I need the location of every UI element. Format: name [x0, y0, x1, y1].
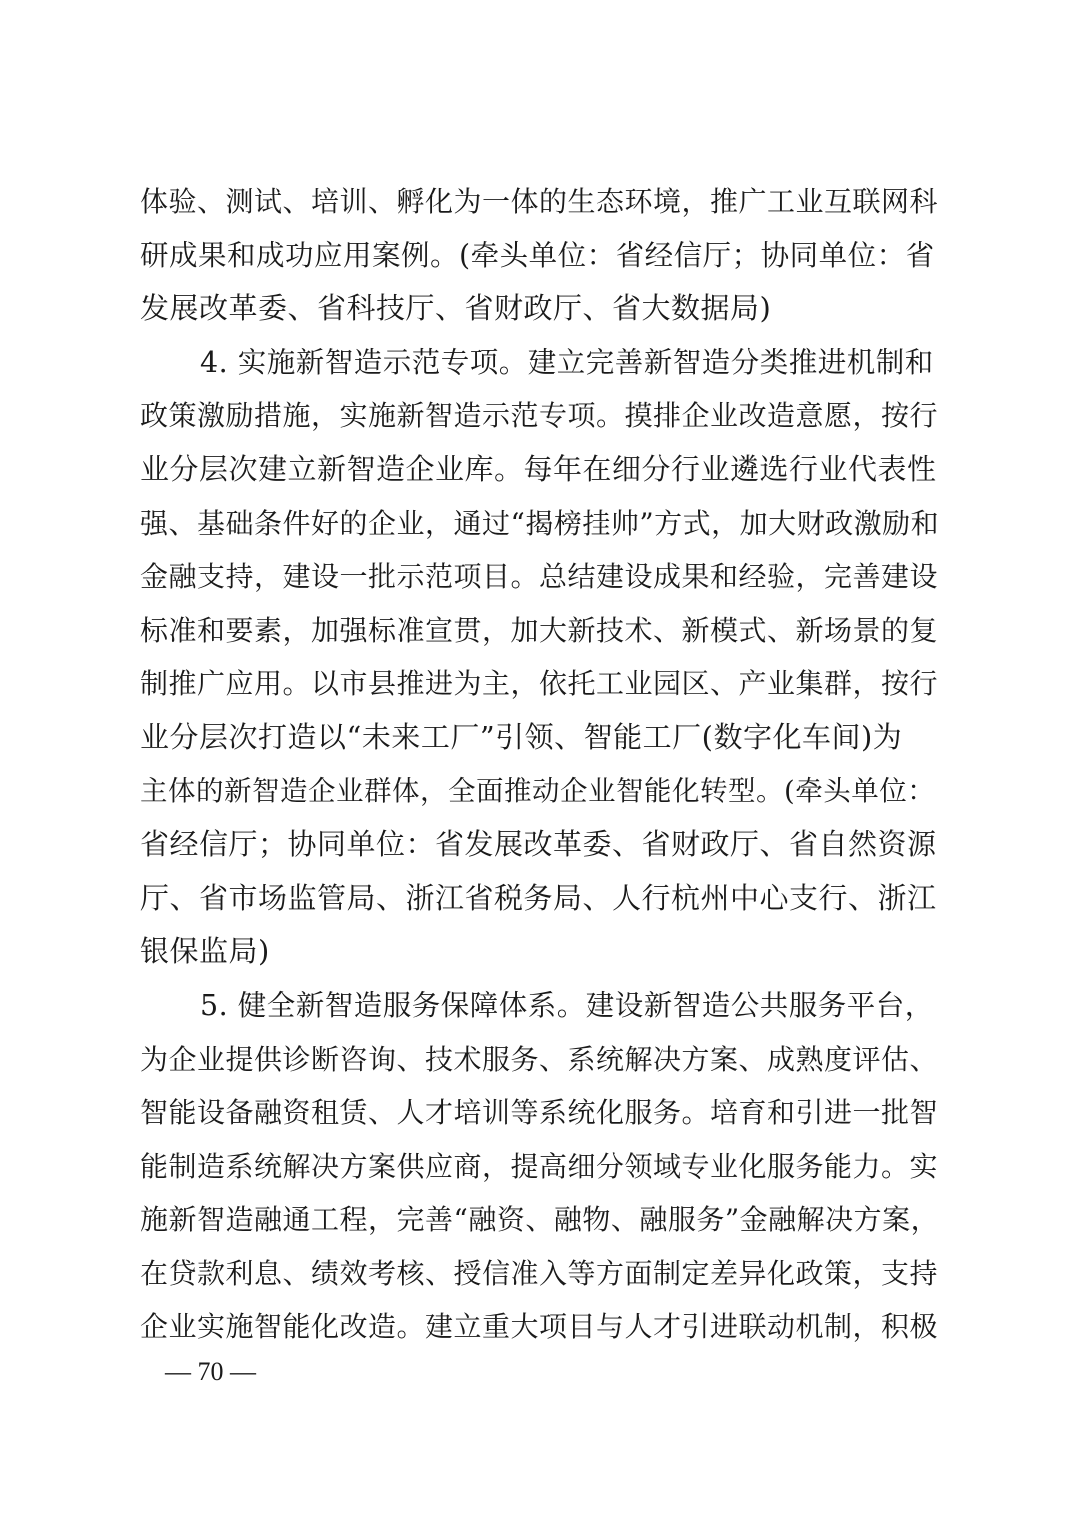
text-line: 能制造系统解决方案供应商，提高细分领域专业化服务能力。实 — [140, 1149, 939, 1183]
text-line: 业分层次建立新智造企业库。每年在细分行业遴选行业代表性 — [140, 451, 937, 486]
text-line: 施新智造融通工程，完善“融资、融物、融服务”金融解决方案， — [140, 1203, 940, 1237]
text-line: 研成果和成功应用案例。(牵头单位：省经信厅；协同单位：省 — [140, 238, 935, 272]
paragraph-5-start: 5. 健全新智造服务保障体系。建设新智造公共服务平台， — [200, 988, 934, 1022]
body-text — [140, 175, 942, 1354]
paragraph-4-start: 4. 实施新智造示范专项。建立完善新智造分类推进机制和 — [200, 345, 934, 379]
text-line: 标准和要素，加强标准宣贯，加大新技术、新模式、新场景的复 — [140, 613, 939, 647]
text-line: 强、基础条件好的企业，通过“揭榜挂帅”方式，加大财政激励和 — [140, 506, 940, 540]
text-line: 主体的新智造企业群体，全面推动企业智能化转型。(牵头单位： — [140, 774, 936, 807]
text-line: 金融支持，建设一批示范项目。总结建设成果和经验，完善建设 — [140, 560, 939, 594]
text-line: 厅、省市场监管局、浙江省税务局、人行杭州中心支行、浙江 — [140, 880, 937, 915]
text-line: 发展改革委、省科技厅、省财政厅、省大数据局) — [140, 291, 772, 326]
page-number: — 70 — — [165, 1357, 256, 1386]
text-line: 省经信厅；协同单位：省发展改革委、省财政厅、省自然资源 — [140, 827, 937, 862]
text-line: 制推广应用。以市县推进为主，依托工业园区、产业集群，按行 — [140, 667, 939, 701]
text-line: 在贷款利息、绩效考核、授信准入等方面制定差异化政策，支持 — [140, 1256, 939, 1290]
text-line: 智能设备融资租赁、人才培训等系统化服务。培育和引进一批智 — [140, 1096, 939, 1130]
text-line: 业分层次打造以“未来工厂”引领、智能工厂(数字化车间)为 — [140, 719, 903, 754]
text-line: 体验、测试、培训、孵化为一体的生态环境，推广工业互联网科 — [140, 185, 939, 218]
text-line: 企业实施智能化改造。建立重大项目与人才引进联动机制，积极 — [140, 1310, 939, 1344]
text-line: 为企业提供诊断咨询、技术服务、系统解决方案、成熟度评估、 — [140, 1042, 939, 1076]
text-line: 银保监局) — [140, 934, 270, 969]
text-line: 政策激励措施，实施新智造示范专项。摸排企业改造意愿，按行 — [140, 399, 939, 433]
